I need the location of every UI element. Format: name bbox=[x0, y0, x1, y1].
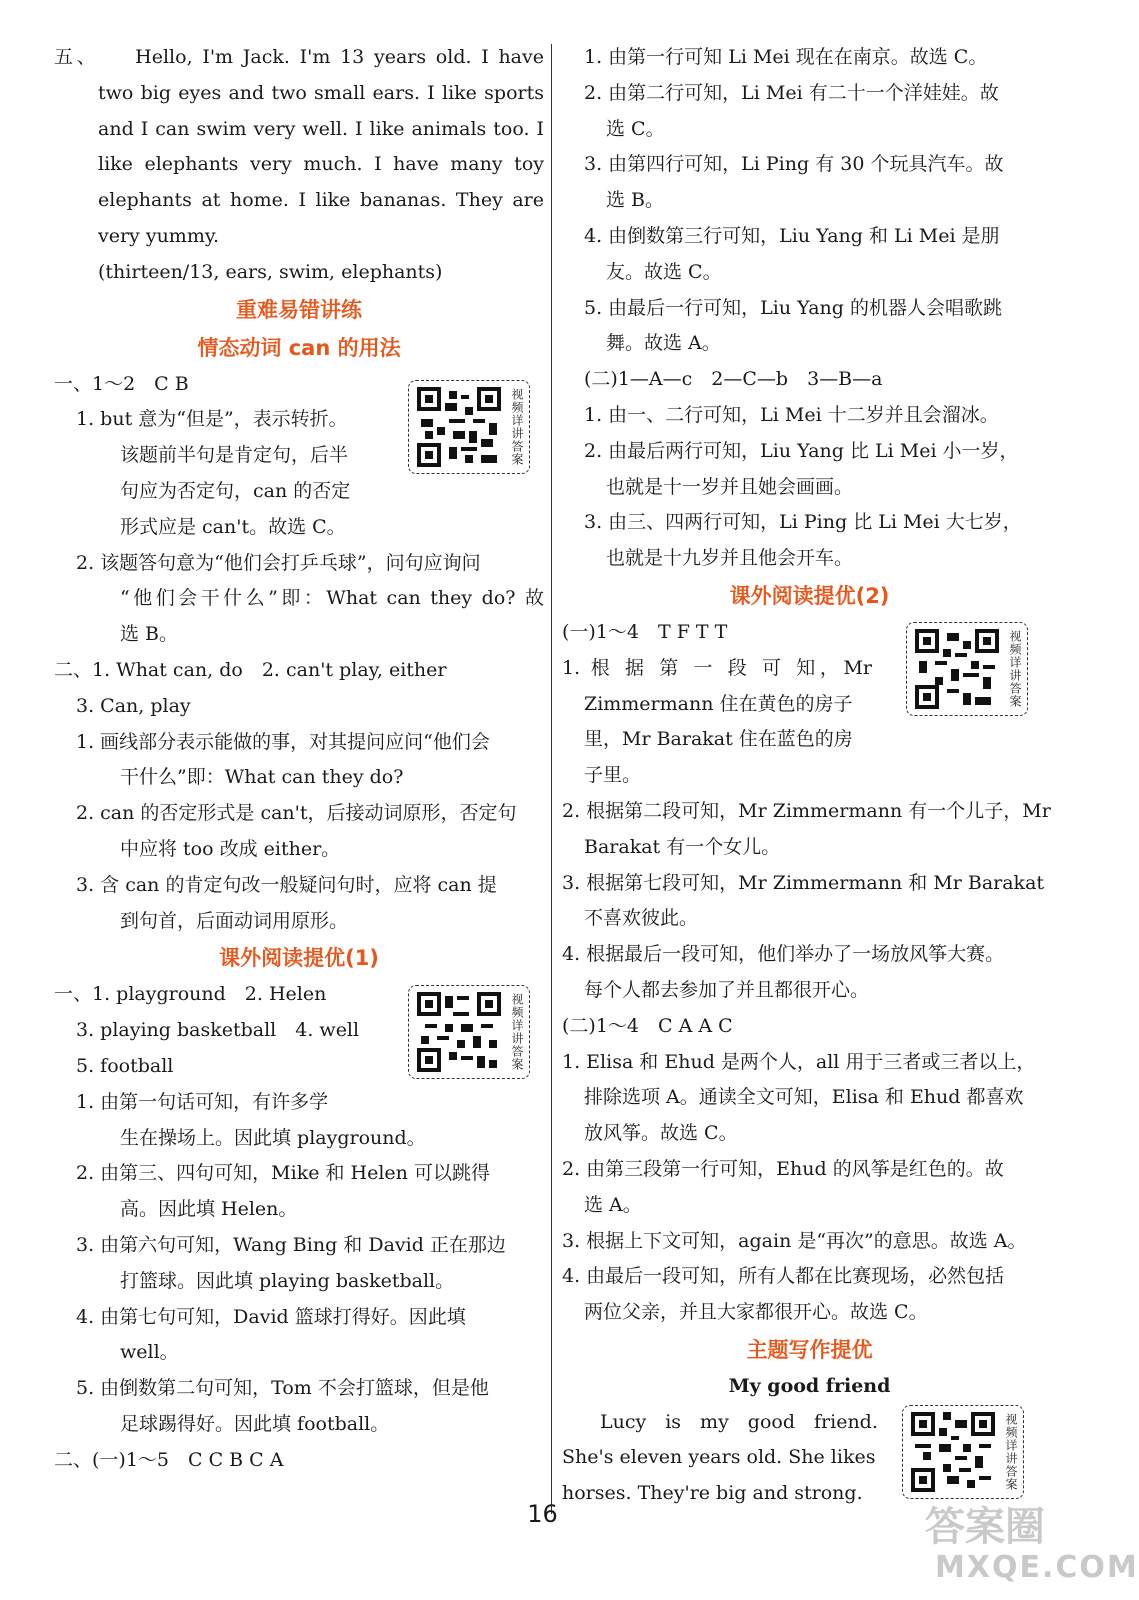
right-text-line: 2. 由最后两行可知，Liu Yang 比 Li Mei 小一岁， bbox=[584, 439, 1019, 462]
left-text-line: 5. football bbox=[76, 1054, 174, 1077]
qr-code-icon bbox=[915, 629, 999, 709]
left-text-line: 一、1～2 C B bbox=[54, 372, 189, 395]
right-text-line: Barakat 有一个女儿。 bbox=[584, 835, 781, 858]
left-text-line: 情态动词 can 的用法 bbox=[197, 335, 401, 360]
column-divider bbox=[551, 44, 552, 1514]
right-text-line: 4. 由倒数第三行可知，Liu Yang 和 Li Mei 是朋 bbox=[584, 224, 1000, 247]
left-text-line: 课外阅读提优(1) bbox=[219, 946, 379, 971]
right-text-line: 5. 由最后一行可知，Liu Yang 的机器人会唱歌跳 bbox=[584, 296, 1002, 319]
left-text-line: well。 bbox=[120, 1341, 179, 1364]
right-text-line: 4. 由最后一段可知，所有人都在比赛现场，必然包括 bbox=[562, 1265, 1005, 1288]
qr-code-icon bbox=[911, 1412, 995, 1492]
qr-code-icon bbox=[417, 992, 501, 1072]
right-text-line: 3. 由三、四两行可知，Li Ping 比 Li Mei 大七岁， bbox=[584, 511, 1022, 534]
right-text-line: 2. 由第二行可知，Li Mei 有二十一个洋娃娃。故 bbox=[584, 81, 999, 104]
left-text-line: like elephants very much. I have many toy bbox=[98, 153, 544, 176]
left-text-line: 二、(一)1～5 C C B C A bbox=[54, 1448, 284, 1471]
right-text-line: horses. They're big and strong. bbox=[562, 1482, 863, 1505]
right-text-line: Zimmermann 住在黄色的房子 bbox=[584, 692, 853, 715]
qr-code-badge-2[interactable] bbox=[906, 622, 1028, 716]
qr-code-icon bbox=[417, 387, 501, 467]
left-column bbox=[54, 40, 544, 1478]
left-text-line: 生在操场上。因此填 playground。 bbox=[120, 1126, 426, 1149]
left-text-line: 5. 由倒数第二句可知，Tom 不会打篮球，但是他 bbox=[76, 1377, 489, 1400]
left-text-line: 1. but 意为“但是”，表示转折。 bbox=[76, 408, 348, 431]
right-column bbox=[562, 40, 1057, 1512]
right-text-line: 也就是十九岁并且他会开车。 bbox=[606, 547, 854, 570]
right-text-line: 2. 由第三段第一行可知，Ehud 的风筝是红色的。故 bbox=[562, 1157, 1004, 1180]
right-text-line: 不喜欢彼此。 bbox=[584, 907, 699, 930]
qr-caption: 视频详讲答案 bbox=[510, 388, 524, 466]
right-text-line: 选 C。 bbox=[606, 117, 665, 140]
right-text-line: 1. 根 据 第 一 段 可 知，Mr bbox=[562, 656, 872, 679]
right-text-line: (一)1～4 T F T T bbox=[562, 620, 728, 643]
right-text-line: 1. 由第一行可知 Li Mei 现在在南京。故选 C。 bbox=[584, 46, 988, 68]
right-text-line: My good friend bbox=[728, 1374, 891, 1397]
right-text-line: 课外阅读提优(2) bbox=[729, 583, 890, 608]
right-text-line: 也就是十一岁并且她会画画。 bbox=[606, 475, 854, 498]
right-text-line: 3. 根据第七段可知，Mr Zimmermann 和 Mr Barakat bbox=[562, 871, 1045, 894]
left-text-line: “他们会干什么”即：What can they do? 故 bbox=[120, 587, 544, 610]
right-text-line: 主题写作提优 bbox=[746, 1337, 873, 1362]
right-text-line: Lucy is my good friend. bbox=[562, 1410, 878, 1433]
left-text-line: 2. can 的否定形式是 can't，后接动词原形，否定句 bbox=[76, 802, 517, 825]
left-text-line: 1. 由第一句话可知，有许多学 bbox=[76, 1090, 329, 1113]
left-text-line: very yummy. bbox=[98, 224, 220, 247]
left-text-line: 2. 该题答句意为“他们会打乒乓球”，问句应询问 bbox=[76, 551, 481, 574]
left-text-line: and I can swim very well. I like animals too. I bbox=[98, 117, 544, 140]
right-text-line: 3. 由第四行可知，Li Ping 有 30 个玩具汽车。故 bbox=[584, 153, 1004, 176]
right-text-line: 两位父亲，并且大家都很开心。故选 C。 bbox=[584, 1301, 928, 1324]
qr-code-badge-3[interactable] bbox=[408, 985, 530, 1079]
left-text-line: 二、1. What can, do 2. can't play, either bbox=[54, 658, 447, 681]
right-text-line: 舞。故选 A。 bbox=[606, 332, 721, 355]
right-text-line: (二)1—A—c 2—C—b 3—B—a bbox=[584, 368, 883, 391]
left-text-line: 该题前半句是肯定句，后半 bbox=[120, 444, 349, 467]
right-text-line: 选 A。 bbox=[584, 1193, 642, 1216]
left-text-line: 足球踢得好。因此填 football。 bbox=[120, 1412, 390, 1435]
right-text-line: 3. 根据上下文可知，again 是“再次”的意思。故选 A。 bbox=[562, 1229, 1027, 1252]
left-text-line: 2. 由第三、四句可知，Mike 和 Helen 可以跳得 bbox=[76, 1162, 490, 1185]
left-text-line: 3. Can, play bbox=[76, 694, 191, 717]
left-text-line: (thirteen/13, ears, swim, elephants) bbox=[98, 260, 443, 283]
right-text-line: She's eleven years old. She likes bbox=[562, 1446, 876, 1469]
left-text-line: 中应将 too 改成 either。 bbox=[120, 837, 341, 860]
watermark-line1: 答案圈 bbox=[925, 1504, 1045, 1550]
right-text-line: 排除选项 A。通读全文可知，Elisa 和 Ehud 都喜欢 bbox=[584, 1086, 1024, 1109]
left-text-line: 一、1. playground 2. Helen bbox=[54, 983, 327, 1006]
qr-caption: 视频详讲答案 bbox=[1004, 1413, 1018, 1491]
left-text-line: 选 B。 bbox=[120, 623, 179, 646]
qr-code-badge-4[interactable] bbox=[902, 1405, 1024, 1499]
watermark-logo bbox=[905, 1495, 1139, 1595]
right-text-line: 友。故选 C。 bbox=[606, 260, 722, 283]
right-text-line: 1. 由一、二行可知，Li Mei 十二岁并且会溜冰。 bbox=[584, 403, 999, 426]
left-text-line: 到句首，后面动词用原形。 bbox=[120, 909, 349, 932]
right-text-line: (二)1～4 C A A C bbox=[562, 1014, 733, 1037]
right-text-line: 子里。 bbox=[584, 764, 642, 787]
qr-caption: 视频详讲答案 bbox=[1008, 630, 1022, 708]
left-text-line: 重难易错讲练 bbox=[236, 297, 362, 322]
left-text-line: 3. 含 can 的肯定句改一般疑问句时，应将 can 提 bbox=[76, 873, 497, 896]
right-text-line: 4. 根据最后一段可知，他们举办了一场放风筝大赛。 bbox=[562, 943, 1005, 966]
left-text-line: 五、 Hello, I'm Jack. I'm 13 years old. I have bbox=[54, 46, 544, 68]
right-text-line: 放风筝。故选 C。 bbox=[584, 1122, 738, 1145]
qr-caption: 视频详讲答案 bbox=[510, 993, 524, 1071]
page-number: 16 bbox=[527, 1500, 558, 1528]
left-text-line: 打篮球。因此填 playing basketball。 bbox=[120, 1269, 455, 1292]
qr-code-badge-1[interactable] bbox=[408, 380, 530, 474]
left-text-line: two big eyes and two small ears. I like sports bbox=[98, 81, 544, 104]
right-text-line: 每个人都去参加了并且都很开心。 bbox=[584, 978, 870, 1001]
left-text-line: 形式应是 can't。故选 C。 bbox=[120, 515, 346, 538]
right-text-line: 选 B。 bbox=[606, 189, 665, 212]
left-text-line: 干什么”即：What can they do? bbox=[120, 766, 404, 789]
left-text-line: 3. 由第六句可知，Wang Bing 和 David 正在那边 bbox=[76, 1233, 506, 1256]
left-text-line: 句应为否定句，can 的否定 bbox=[120, 479, 351, 502]
right-text-line: 里，Mr Barakat 住在蓝色的房 bbox=[584, 728, 853, 751]
right-text-line: 1. Elisa 和 Ehud 是两个人，all 用于三者或三者以上， bbox=[562, 1050, 1036, 1073]
left-text-line: 高。因此填 Helen。 bbox=[120, 1198, 298, 1221]
left-text-line: 3. playing basketball 4. well bbox=[76, 1019, 360, 1042]
left-text-line: 1. 画线部分表示能做的事，对其提问应问“他们会 bbox=[76, 730, 490, 753]
left-text-line: elephants at home. I like bananas. They are bbox=[98, 189, 544, 212]
left-text-line: 4. 由第七句可知，David 篮球打得好。因此填 bbox=[76, 1305, 466, 1328]
right-text-line: 2. 根据第二段可知，Mr Zimmermann 有一个儿子，Mr bbox=[562, 799, 1051, 822]
watermark-line2: MXQE.COM bbox=[935, 1550, 1139, 1585]
